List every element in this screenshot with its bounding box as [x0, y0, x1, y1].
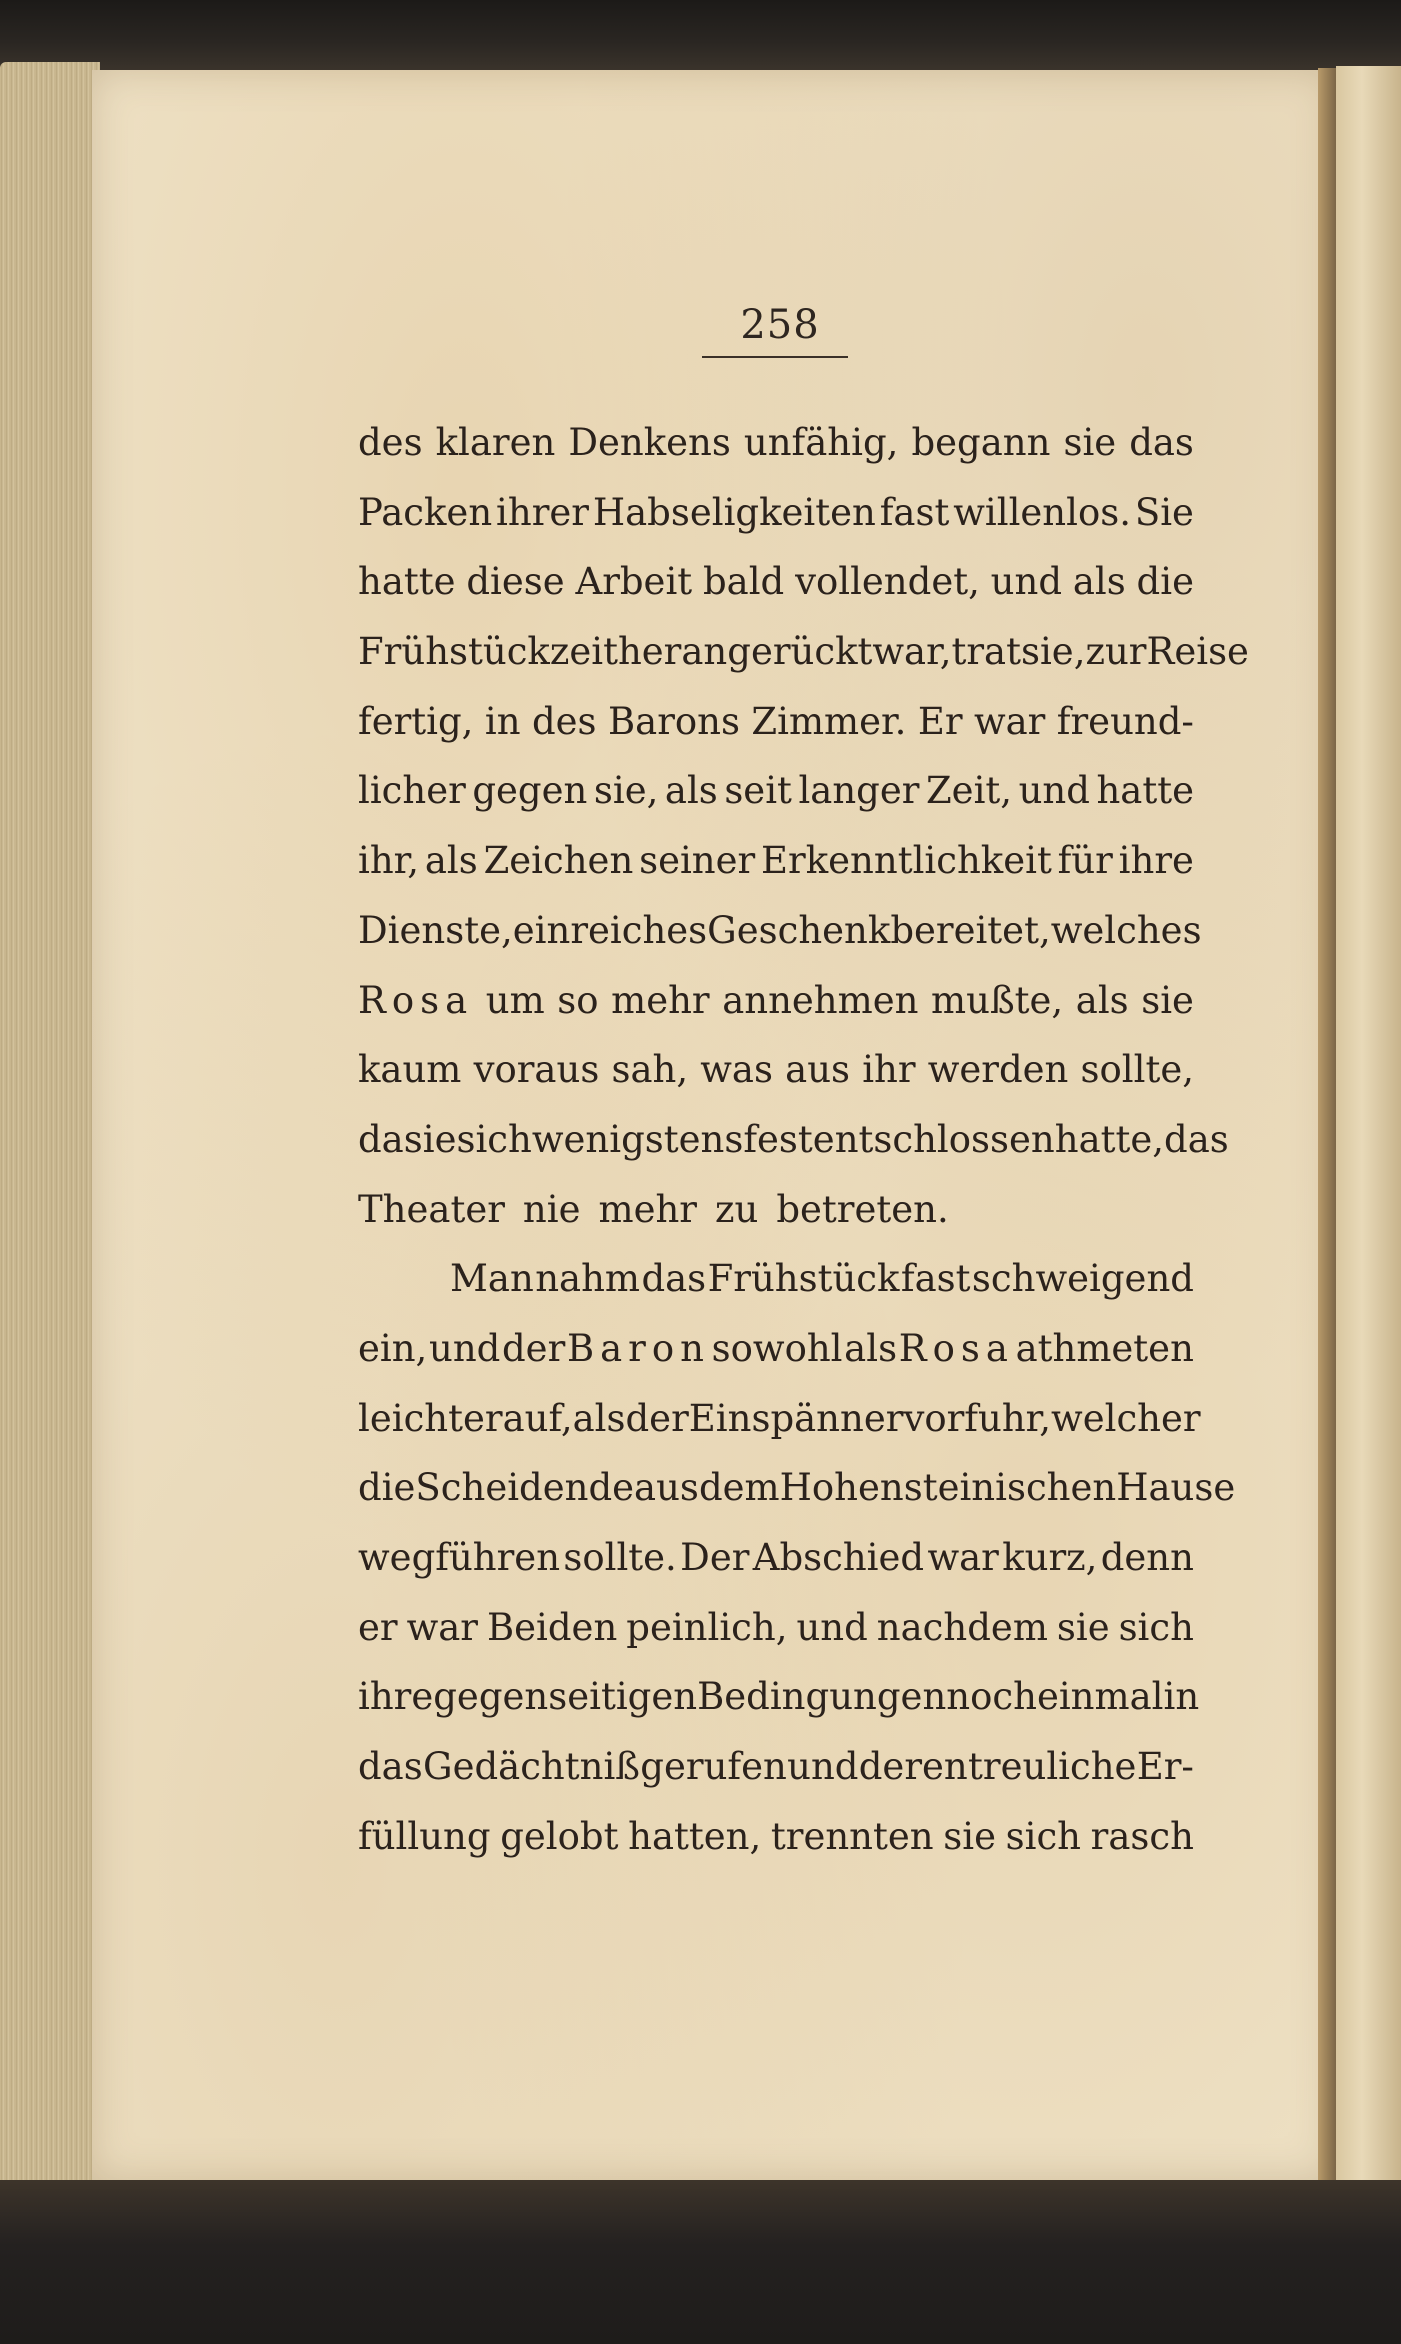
text-line: die Scheidende aus dem Hohensteinischen Hause — [358, 1466, 1236, 1510]
text-line: fertig, in des Barons Zimmer. Er war freund- — [358, 699, 1194, 743]
text-line: wegführen sollte. Der Abschied war kurz, denn — [358, 1536, 1194, 1579]
text-line: da sie sich wenigstens fest entschlossen hatte, das — [358, 1117, 1229, 1161]
text-line: ihr, als Zeichen seiner Erkenntlichkeit für ihre — [358, 839, 1194, 883]
text-line: Packen ihrer Habseligkeiten fast willenlos. Sie — [358, 490, 1194, 534]
text-line: kaum voraus sah, was aus ihr werden sollte, — [358, 1048, 1194, 1092]
text-line: des klaren Denkens unfähig, begann sie das — [358, 421, 1194, 464]
page-number: 258 — [740, 302, 820, 348]
text-line: hatte diese Arbeit bald vollendet, und als die — [358, 560, 1194, 604]
text-line: er war Beiden peinlich, und nachdem sie sich — [358, 1605, 1194, 1649]
page-stack-edges — [0, 62, 100, 2192]
book-top-edge — [0, 0, 1401, 70]
text-line: ein, und der Baron sowohl als Rosa athmeten — [358, 1326, 1194, 1370]
text-line: füllung gelobt hatten, trennten sie sich rasch — [358, 1814, 1194, 1858]
text-line: ihre gegenseitigen Bedingungen noch einmal in — [358, 1675, 1200, 1719]
text-line: leichter auf, als der Einspänner vorfuhr, welcher — [358, 1396, 1201, 1440]
text-line: Dienste, ein reiches Geschenk bereitet, welches — [358, 908, 1202, 952]
text-line: Man nahm das Frühstück fast schweigend — [450, 1257, 1194, 1301]
facing-page-edge — [1336, 66, 1401, 2206]
text-line: das Gedächtniß gerufen und deren treuliche Er- — [358, 1745, 1194, 1789]
text-line: Theater nie mehr zu betreten. — [358, 1187, 949, 1231]
text-line: Rosa um so mehr annehmen mußte, als sie — [358, 978, 1194, 1022]
page-number-rule — [702, 356, 848, 358]
text-line: Frühstückzeit herangerückt war, trat sie, zur Reise — [358, 630, 1249, 674]
text-line: licher gegen sie, als seit langer Zeit, und hatte — [358, 769, 1194, 813]
body-text — [358, 408, 1249, 1871]
book-bottom-edge — [0, 2180, 1401, 2344]
